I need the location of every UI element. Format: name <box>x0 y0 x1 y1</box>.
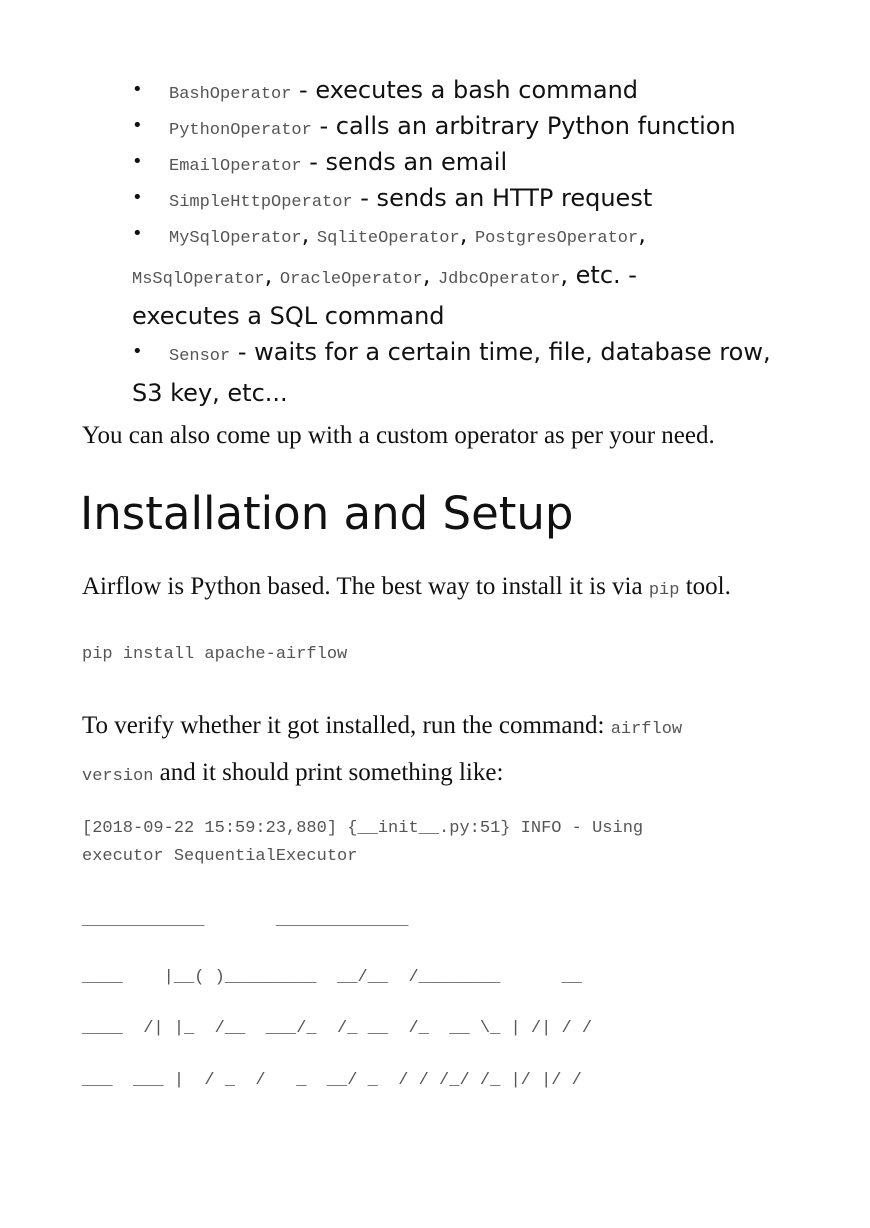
operator-name: PythonOperator <box>169 121 312 140</box>
bullet-icon: • <box>132 341 143 362</box>
operator-name: MsSqlOperator <box>132 270 265 289</box>
verify-paragraph: To verify whether it got installed, run the command: airflow version and it should print something like: <box>82 712 683 786</box>
list-item <box>132 334 812 411</box>
operator-desc: - sends an email <box>301 148 508 176</box>
list-item <box>132 72 812 108</box>
operator-name: BashOperator <box>169 85 292 104</box>
operator-desc: executes a SQL command <box>132 302 445 330</box>
bullet-icon: • <box>132 79 143 100</box>
operator-name: EmailOperator <box>169 157 302 176</box>
operator-name: SimpleHttpOperator <box>169 193 353 212</box>
install-command-code: pip install apache-airflow <box>82 645 348 664</box>
operator-name: Sensor <box>169 347 231 366</box>
operator-name: MySqlOperator <box>169 229 302 248</box>
operator-name: PostgresOperator <box>474 229 639 248</box>
inline-code: pip <box>648 581 680 600</box>
bullet-icon: • <box>132 115 143 136</box>
operator-desc: - executes a bash command <box>291 76 639 104</box>
list-item <box>132 180 812 216</box>
operator-tail: , etc. - <box>560 261 637 289</box>
list-item-sql-operators: • MySqlOperator, SqliteOperator, PostgresOperator, MsSqlOperator, OracleOperator, JdbcOperator, etc. - executes a SQL command <box>132 216 812 334</box>
list-item <box>132 108 812 144</box>
output-log-code: [2018-09-22 15:59:23,880] {__init__.py:51} INFO - Using executor SequentialExecutor <box>82 819 644 866</box>
bullet-icon: • <box>132 151 143 172</box>
operator-name: SqliteOperator <box>316 229 460 248</box>
ascii-art-line: ____ /| |_ /__ ___/_ /_ __ /_ __ \_ | /| / / <box>82 1019 593 1038</box>
operator-list <box>132 72 812 411</box>
ascii-art-line: ____________ _____________ <box>82 911 409 930</box>
inline-code: version <box>82 767 154 786</box>
operator-desc-continued: S3 key, etc... <box>132 379 288 407</box>
operator-desc: - sends an HTTP request <box>352 184 653 212</box>
bullet-icon: • <box>132 187 143 208</box>
operator-desc: - waits for a certain time, file, database row, <box>230 338 771 366</box>
inline-code: airflow <box>610 720 683 739</box>
bullet-icon: • <box>132 223 143 244</box>
operator-desc: - calls an arbitrary Python function <box>311 112 736 140</box>
ascii-art-line: ___ ___ | / _ / _ __/ _ / / /_/ /_ |/ |/ / <box>82 1071 582 1090</box>
install-intro-paragraph: Airflow is Python based. The best way to install it is via pip tool. <box>82 573 731 600</box>
list-item <box>132 144 812 180</box>
operator-name: OracleOperator <box>279 270 423 289</box>
custom-operator-paragraph: You can also come up with a custom operator as per your need. <box>82 422 715 449</box>
operator-name: JdbcOperator <box>437 270 561 289</box>
ascii-art-line: ____ |__( )_________ __/__ /________ __ <box>82 968 582 987</box>
section-title: Installation and Setup <box>80 487 574 540</box>
